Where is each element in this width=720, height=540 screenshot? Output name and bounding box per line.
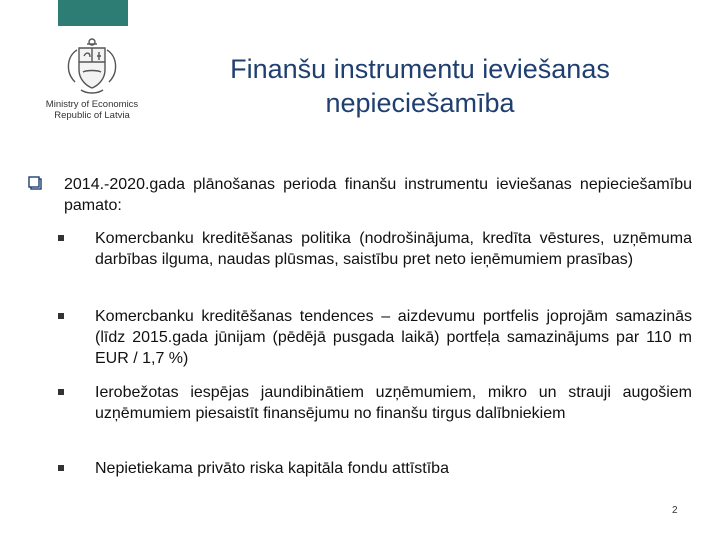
sub-point xyxy=(58,306,692,369)
main-point-text: 2014.-2020.gada plānošanas perioda finanšu instrumentu ieviešanas nepieciešamību pamato: xyxy=(64,176,692,214)
sub-point xyxy=(58,458,692,479)
logo-caption xyxy=(40,99,144,121)
sub-point-text: Nepietiekama privāto riska kapitāla fondu attīstība xyxy=(95,460,449,477)
coat-of-arms-icon xyxy=(61,36,123,98)
q-bullet-icon xyxy=(28,176,42,190)
page-number: 2 xyxy=(672,505,678,516)
sub-point xyxy=(58,382,692,424)
sub-point-text: Ierobežotas iespējas jaundibinātiem uzņēmumiem, mikro un strauji augošiem uzņēmumiem piesaistīt finansējumu no finanšu tirgus dalībniekiem xyxy=(95,384,692,422)
square-bullet-icon xyxy=(58,389,64,395)
logo-line-1: Ministry of Economics xyxy=(45,99,139,110)
accent-bar xyxy=(58,0,128,26)
slide-title: Finanšu instrumentu ieviešanas nepieciešamība xyxy=(230,54,610,118)
sub-point-text: Komercbanku kreditēšanas tendences – aizdevumu portfelis joprojām samazinās (līdz 2015.gada jūnijam (pēdējā pusgada laikā) portfeļa samazinājums par 110 m EUR / 1,7 %) xyxy=(95,308,692,367)
ministry-logo xyxy=(40,36,144,126)
square-bullet-icon xyxy=(58,465,64,471)
square-bullet-icon xyxy=(58,313,64,319)
logo-line-2: Republic of Latvia xyxy=(54,110,130,121)
sub-point xyxy=(58,228,692,270)
square-bullet-icon xyxy=(58,235,64,241)
sub-point-text: Komercbanku kreditēšanas politika (nodrošinājuma, kredīta vēstures, uzņēmuma darbības ilguma, naudas plūsmas, saistību pret neto ieņēmumiem prasības) xyxy=(95,230,692,268)
main-point xyxy=(28,174,692,216)
